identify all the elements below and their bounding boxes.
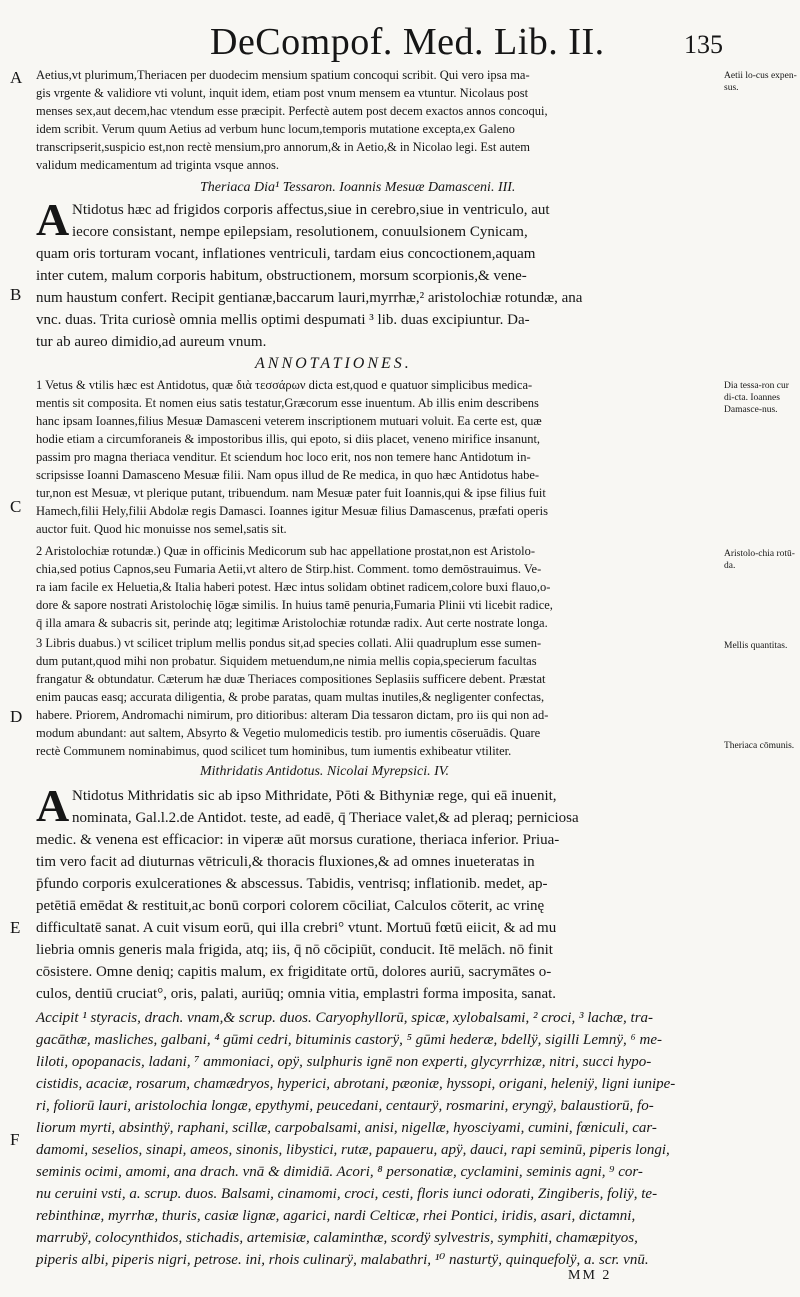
annotation-line: 2 Aristolochiæ rotundæ.) Quæ in officinis Medicorum sub hac appellatione prostat,non est Aristolo- bbox=[36, 544, 536, 558]
intro-line: gis vrgente & validiore vti volunt, inquit idem, etiam post vnum mensem ea vtuntur. Nicolaus post bbox=[36, 86, 529, 100]
annotation-line: scripsisse Ioanni Damasceno Mesuæ filii. Nam opus illud de Re medica, in quo hæc Antidotus habe- bbox=[36, 468, 540, 482]
recipe-line: culos, dentiū cruciat°, oris, palati, auriūq; omnia vitia, emplastri forma imposita, sanat. bbox=[36, 986, 557, 1002]
ingredient-line: rebinthinæ, myrrhæ, thuris, casiæ lignæ, agarici, nardi Celticæ, rhei Pontici, iridis, asari, dictamni, bbox=[36, 1208, 636, 1224]
margin-note-aristolochia: Aristolo-chia rotū-da. bbox=[724, 549, 795, 571]
ingredient-line: piperis albi, piperis nigri, petrose. ini, rhois culinarÿ, malabathri, ¹⁰ nasturtÿ, quinquefolÿ, a. scr. vnū. bbox=[36, 1252, 649, 1268]
annotation-line: q̄ illa amara & subacris sit, perinde atq; legitimæ Aristolochiæ rotundæ radix. Aut certe nostrate longa. bbox=[36, 616, 548, 630]
annotation-line: 3 Libris duabus.) vt scilicet triplum mellis pondus sit,ad species collati. Alii quadruplum esse sumen- bbox=[36, 636, 542, 650]
annotation-line: 1 Vetus & vtilis hæc est Antidotus, quæ διὰ τεσσάρων dicta est,quod e quatuor simplicibus medica- bbox=[36, 378, 533, 392]
dropcap: A bbox=[36, 780, 70, 831]
intro-line: menses sex,aut decem,hac vtendum esse præcipit. Perfectè autem post decem exactos annos concoqui, bbox=[36, 104, 548, 118]
recipe-line: quam oris torturam vocant, inflationes ventriculi, tardam eius concoctionem,aquam bbox=[36, 246, 536, 262]
recipe-line: num haustum confert. Recipit gentianæ,baccarum lauri,myrrhæ,² aristolochiæ rotundæ, ana bbox=[36, 290, 583, 306]
annotation-line: ra iam facile ex Heluetia,& Italia haberi potest. Hæc intus solidam obtinet radicem,colore buxi flauo,o- bbox=[36, 580, 551, 594]
section-letter-f: F bbox=[10, 1130, 20, 1149]
margin-note-mellis: Mellis quantitas. bbox=[724, 641, 788, 651]
section-letter-a: A bbox=[10, 68, 23, 87]
dropcap: A bbox=[36, 194, 70, 245]
annotation-line: hodie etiam a circumforaneis & impostoribus illis, qui epoto, si diis placet, veneno mirifice insanunt, bbox=[36, 432, 541, 446]
ingredient-line: damomi, seselios, sinapi, ameos, sinonis, libystici, rutæ, papaueru, apÿ, dauci, rapi seminū, piperis longi, bbox=[36, 1142, 670, 1158]
recipe-line: Ntidotus hæc ad frigidos corporis affectus,siue in cerebro,siue in ventriculo, aut bbox=[72, 202, 550, 218]
recipe-line: vnc. duas. Trita curiosè omnia mellis optimi despumati ³ lib. duas excipiuntur. Da- bbox=[36, 312, 530, 328]
intro-line: idem scribit. Verum quum Aetius ad verbum hunc locum,temporis mutatione excepta,ex Galeno bbox=[36, 122, 515, 136]
recipe-line: liebria omnis generis mala frigida, atq; iis, q̄ nō cōcipiūt, conducit. Itē melāch. nō finit bbox=[36, 942, 553, 958]
recipe-line: nominata, Gal.l.2.de Antidot. teste, ad eadē, q̄ Theriace valet,& ad pleraq; perniciosa bbox=[72, 810, 579, 826]
ingredient-line: cistidis, acaciæ, rosarum, chamædryos, hyperici, abrotani, pæoniæ, hyssopi, origani, heleniÿ, ligni iunipe- bbox=[36, 1076, 676, 1092]
margin-note-dia-tessaron: Dia tessa-ron cur di-cta. Ioannes Damasce-nus. bbox=[724, 381, 789, 415]
signature-mark: MM 2 bbox=[568, 1268, 612, 1283]
ingredient-line: gacāthæ, masliches, galbani, ⁴ gūmi cedri, bituminis castorÿ, ⁵ gūmi hederæ, bdellÿ, sigilli Lemnÿ, ⁶ me- bbox=[36, 1032, 662, 1048]
ingredient-line: liloti, opopanacis, ladani, ⁷ ammoniaci, opÿ, sulphuris ignē non experti, glycyrrhizæ, nitri, succi hypo- bbox=[36, 1054, 652, 1070]
annotation-line: dore & sapore nostrati Aristolochię lōgæ similis. In huius tamē penuria,Fumaria Plinii vti licebit radice, bbox=[36, 598, 553, 612]
page-number: 135 bbox=[684, 30, 723, 59]
annotation-line: passim pro magna theriaca venditur. Et sciendum hoc loco erit, nos non temere hanc Antidotum in- bbox=[36, 450, 531, 464]
recipe-line: cōsistere. Omne deniq; capitis malum, ex frigiditate ortū, dolores auriū, sacrymātes o- bbox=[36, 964, 552, 980]
annotation-line: habere. Priorem, Andromachi nimirum, pro ditioribus: alteram Dia tessaron dictam, pro iis qui non ad- bbox=[36, 708, 549, 722]
intro-line: Aetius,vt plurimum,Theriacen per duodecim mensium spatium concoqui scribit. Qui vero ipsa ma- bbox=[36, 68, 530, 82]
recipe-line: petētiā emēdat & restituit,ac bonū corpori colorem cōciliat, Calculos cōterit, ac vrinę bbox=[36, 898, 545, 914]
annotation-line: enim paucas easq; accurata diligentia, & probe paratas, quam multas inutiles,& negligenter confectas, bbox=[36, 690, 545, 704]
ingredient-line: ri, foliorū lauri, aristolochia longæ, epythymi, peucedani, centaurÿ, rosmarini, eryngÿ, balaustiorū, fo- bbox=[36, 1098, 654, 1114]
section-letter-d: D bbox=[10, 707, 23, 726]
recipe-line: iecore consistant, nempe epilepsiam, resolutionem, conuulsionem Cynicam, bbox=[72, 224, 528, 240]
section-heading-iii: Theriaca Dia¹ Tessaron. Ioannis Mesuæ Damasceni. III. bbox=[200, 180, 516, 195]
section-letter-b: B bbox=[10, 285, 22, 304]
annotation-line: modum abundant: aut saltem, Absyrto & Vegetio mulomedicis testib. pro iumentis cōseruādis. Quare bbox=[36, 726, 541, 740]
annotation-line: dum putant,quod mihi non probatur. Siquidem metuendum,ne nimia mellis copia,specierum facultas bbox=[36, 654, 537, 668]
annotation-line: Hamech,filii Hely,filii Abdolæ regis Damasci. Ioannes igitur Mesuæ filius Damascenus, præfati operis bbox=[36, 504, 548, 518]
ingredient-line: marrubÿ, colocynthidos, stichadis, artemisiæ, calaminthæ, scordÿ sylvestris, symphiti, chamæpityos, bbox=[36, 1230, 638, 1246]
recipe-line: difficultatē sanat. A cuit visum eorū, qui illa crebri° vtunt. Mortuū fœtū eiicit, & ad mu bbox=[36, 920, 557, 936]
recipe-line: tur ab aureo dimidio,ad aureum vnum. bbox=[36, 334, 267, 350]
margin-note-aetii: Aetii lo-cus expen-sus. bbox=[724, 71, 797, 93]
annotation-line: rectè Communem nominabimus, quod scilicet tum hominibus, tum iumentis exhibeatur vtiliter. bbox=[36, 744, 512, 758]
running-header-title: DeCompof. Med. Lib. II. bbox=[210, 21, 605, 63]
ingredient-line: seminis ocimi, amomi, ana drach. vnā & dimidiā. Acori, ⁸ personatiæ, cyclamini, seminis agni, ⁹ cor- bbox=[36, 1164, 643, 1180]
annotation-line: tur,non est Mesuæ, vt plerique putant, tribuendum. nam Mesuæ pater fuit Ioannis,qui & ipse filius fuit bbox=[36, 486, 546, 500]
ingredient-line: nu ceruini vsti, a. scrup. duos. Balsami, cinamomi, croci, cesti, floris iunci odorati, Zingiberis, foliÿ, te- bbox=[36, 1186, 658, 1202]
annotation-line: chia,sed potius Capnos,seu Fumaria Aetii,vt altero de Stirp.hist. Comment. tomo demōstrauimus. Ve- bbox=[36, 562, 542, 576]
section-heading-iv: Mithridatis Antidotus. Nicolai Myrepsici. IV. bbox=[200, 764, 450, 779]
recipe-line: tim vero facit ad diuturnas vētriculi,& thoracis fluxiones,& ad omnes inueteratas in bbox=[36, 854, 535, 870]
recipe-line: inter cutem, malum corporis habitum, obstructionem, morsum scorpionis,& vene- bbox=[36, 268, 527, 284]
annotation-line: frangatur & obtundatur. Cæterum hæ duæ Theriaces compositiones Seplasiis sufficere debent. Præstat bbox=[36, 672, 546, 686]
annotation-line: mentis sit composita. Et nomen eius satis testatur,Græcorum esse inuentum. Ab illis enim describens bbox=[36, 396, 539, 410]
margin-note-theriaca: Theriaca cōmunis. bbox=[724, 741, 795, 751]
intro-line: validum medicamentum ad triginta vsque annos. bbox=[36, 158, 279, 172]
recipe-line: p̄fundo corporis exulcerationes & abscessus. Tabidis, ventrisq; inflationib. medet, ap- bbox=[36, 876, 548, 892]
section-letter-e: E bbox=[10, 918, 21, 937]
recipe-line: medic. & venena est efficacior: in viperæ aūt morsus curatione, theriaca inferior. Priua- bbox=[36, 832, 560, 848]
intro-line: transcripserit,suspicio est,non rectè mensium,pro annorum,& in Aetio,& in Nicolao legi. Est autem bbox=[36, 140, 530, 154]
annotation-line: auctor fuit. Quod hic monuisse nos semel,satis sit. bbox=[36, 522, 287, 536]
ingredient-line: Accipit ¹ styracis, drach. vnam,& scrup. duos. Caryophyllorū, spicæ, xylobalsami, ² croci, ³ lachæ, tra- bbox=[36, 1010, 654, 1026]
section-letter-c: C bbox=[10, 497, 22, 516]
ingredient-line: liorum myrti, absinthÿ, raphani, scillæ, carpobalsami, anisi, nigellæ, hyosciyami, cumini, fœniculi, car- bbox=[36, 1120, 657, 1136]
recipe-line: Ntidotus Mithridatis sic ab ipso Mithridate, Pōti & Bithyniæ rege, qui eā inuenit, bbox=[72, 788, 557, 804]
annotation-line: hanc ipsam Ioannes,filius Mesuæ Damasceni veterem inscriptionem mutuari voluit. Ea certe est, quæ bbox=[36, 414, 542, 428]
annotationes-heading: ANNOTATIONES. bbox=[255, 355, 412, 372]
